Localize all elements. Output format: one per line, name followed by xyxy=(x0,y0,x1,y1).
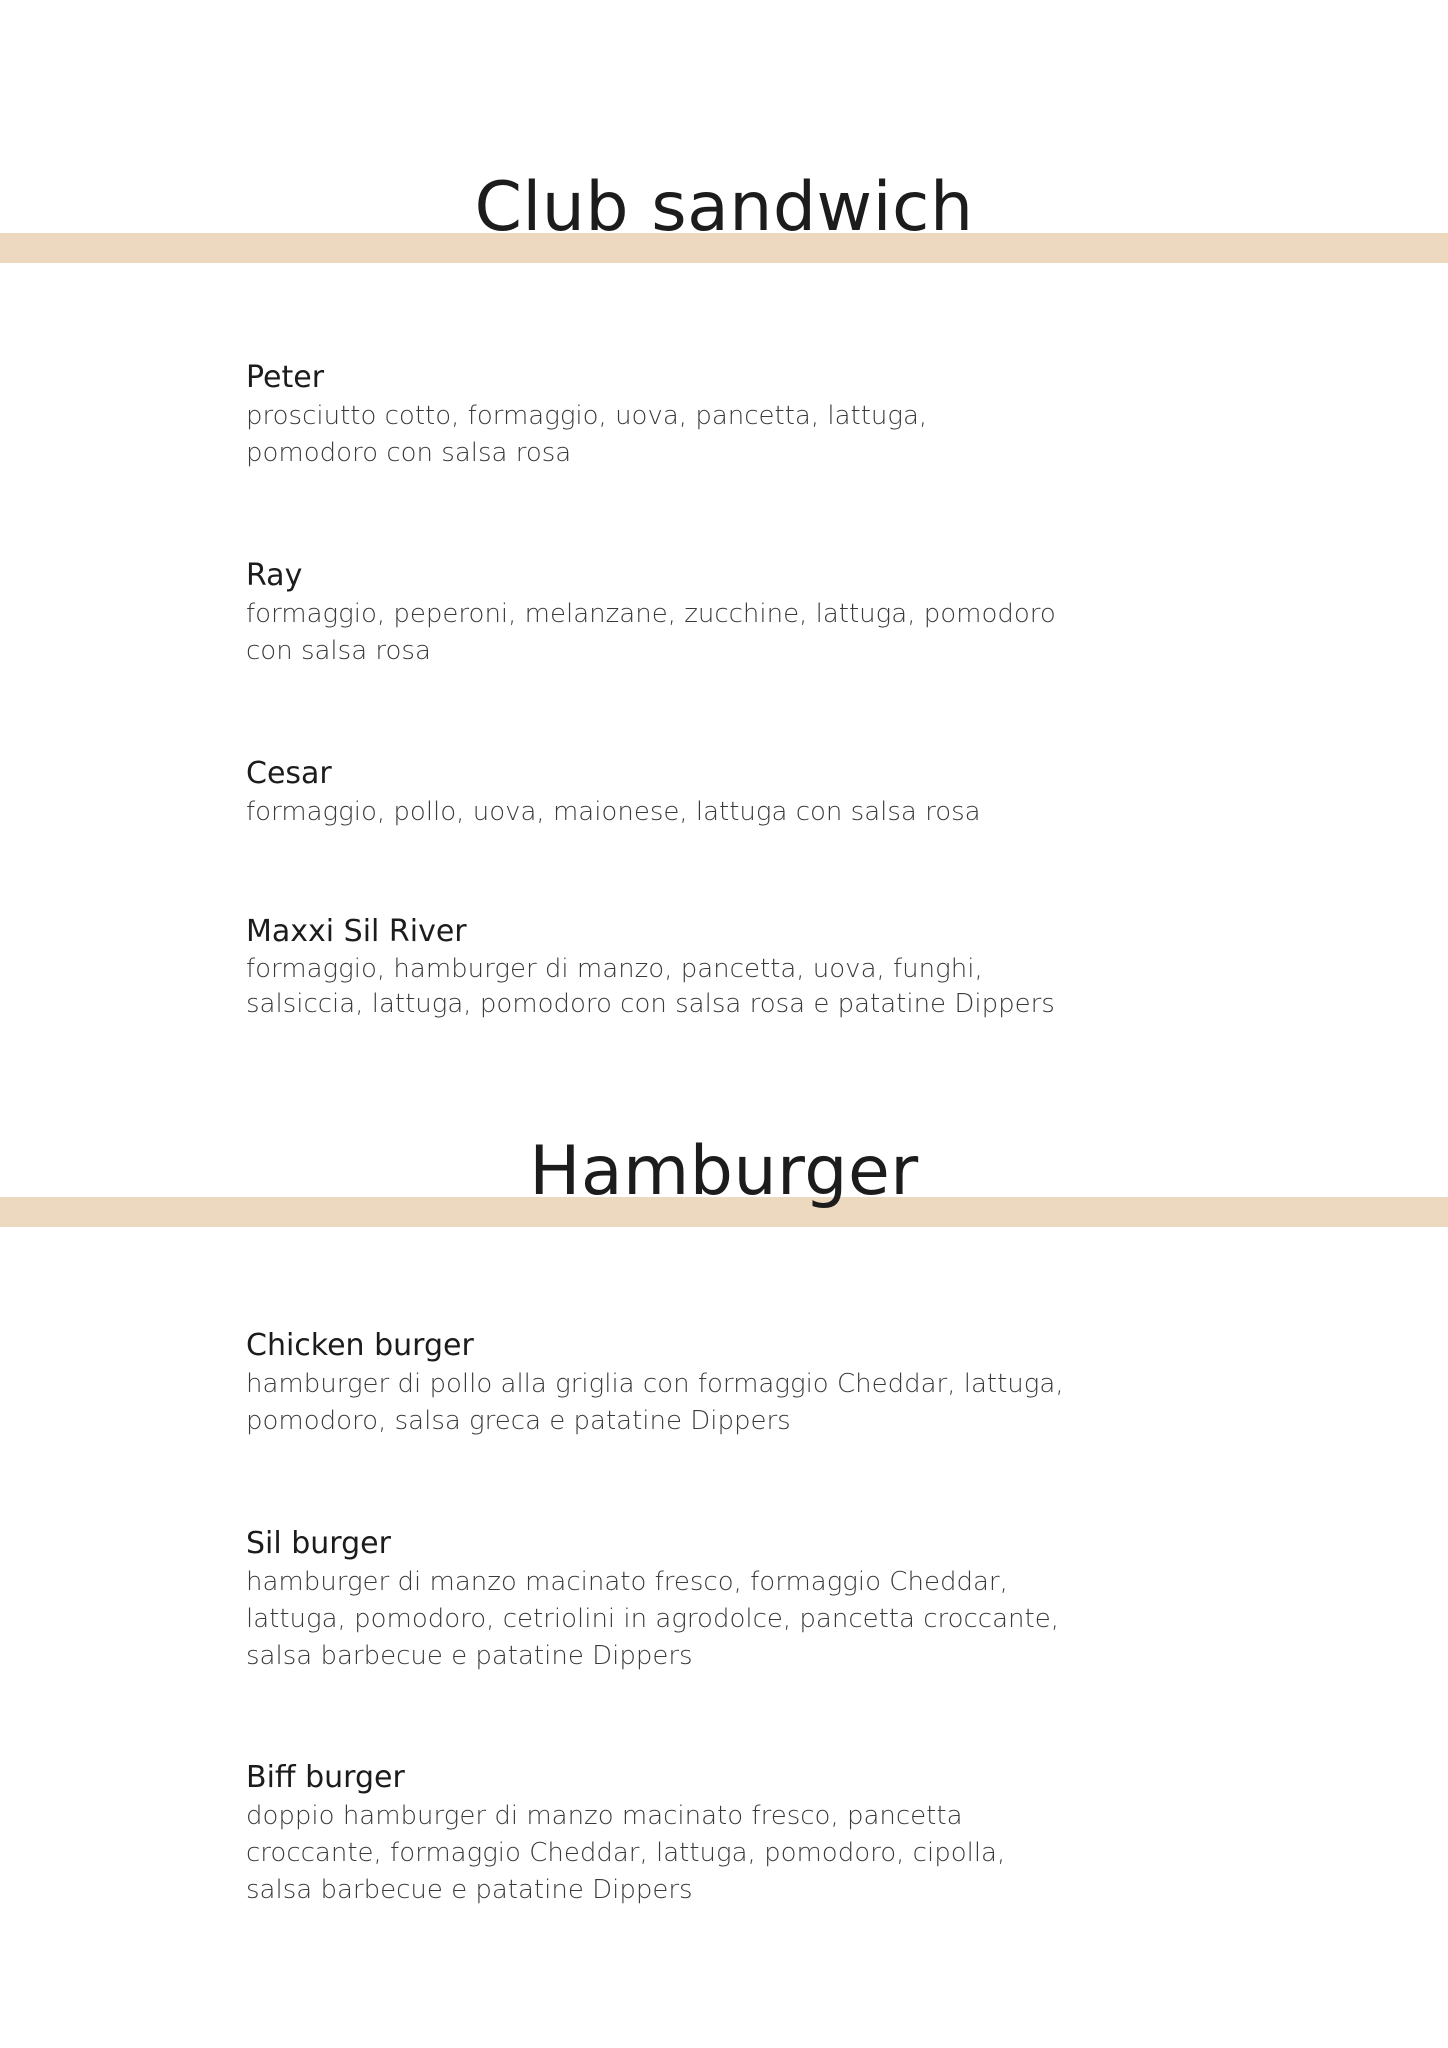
menu-item-description: prosciutto cotto, formaggio, uova, pancetta, lattuga, pomodoro con salsa rosa xyxy=(246,401,928,468)
menu-item-description: formaggio, peperoni, melanzane, zucchine, lattuga, pomodoro con salsa rosa xyxy=(246,599,1056,666)
menu-item-cesar xyxy=(246,754,1066,831)
menu-item-description: hamburger di manzo macinato fresco, formaggio Cheddar, lattuga, pomodoro, cetriolini in agrodolce, pancetta croccante, salsa barbecue e patatine Dippers xyxy=(246,1567,1059,1671)
menu-item-sil-burger xyxy=(246,1524,1066,1675)
menu-item-description: formaggio, hamburger di manzo, pancetta, uova, funghi, salsiccia, lattuga, pomodoro con salsa rosa e patatine Dippers xyxy=(246,954,1055,1019)
section-title-hamburger: Hamburger xyxy=(529,1132,919,1211)
menu-item-name: Sil burger xyxy=(246,1526,391,1561)
section-title-club-sandwich: Club sandwich xyxy=(474,168,974,247)
menu-item-peter xyxy=(246,358,1066,472)
menu-item-name: Cesar xyxy=(246,756,332,791)
menu-item-description: hamburger di pollo alla griglia con formaggio Cheddar, lattuga, pomodoro, salsa greca e patatine Dippers xyxy=(246,1369,1064,1436)
menu-item-name: Chicken burger xyxy=(246,1328,474,1363)
menu-item-name: Biff burger xyxy=(246,1760,405,1795)
menu-item-description: doppio hamburger di manzo macinato fresco, pancetta croccante, formaggio Cheddar, lattuga, pomodoro, cipolla, salsa barbecue e patatine Dippers xyxy=(246,1801,1006,1905)
menu-item-name: Ray xyxy=(246,558,303,593)
menu-item-name: Peter xyxy=(246,360,325,395)
menu-item-description: formaggio, pollo, uova, maionese, lattuga con salsa rosa xyxy=(246,797,981,827)
menu-item-name: Maxxi Sil River xyxy=(246,914,467,949)
menu-item-ray xyxy=(246,556,1066,670)
menu-item-chicken-burger xyxy=(246,1326,1066,1440)
menu-item-biff-burger xyxy=(246,1758,1066,1909)
menu-item-maxxi-sil-river xyxy=(246,912,1066,1022)
